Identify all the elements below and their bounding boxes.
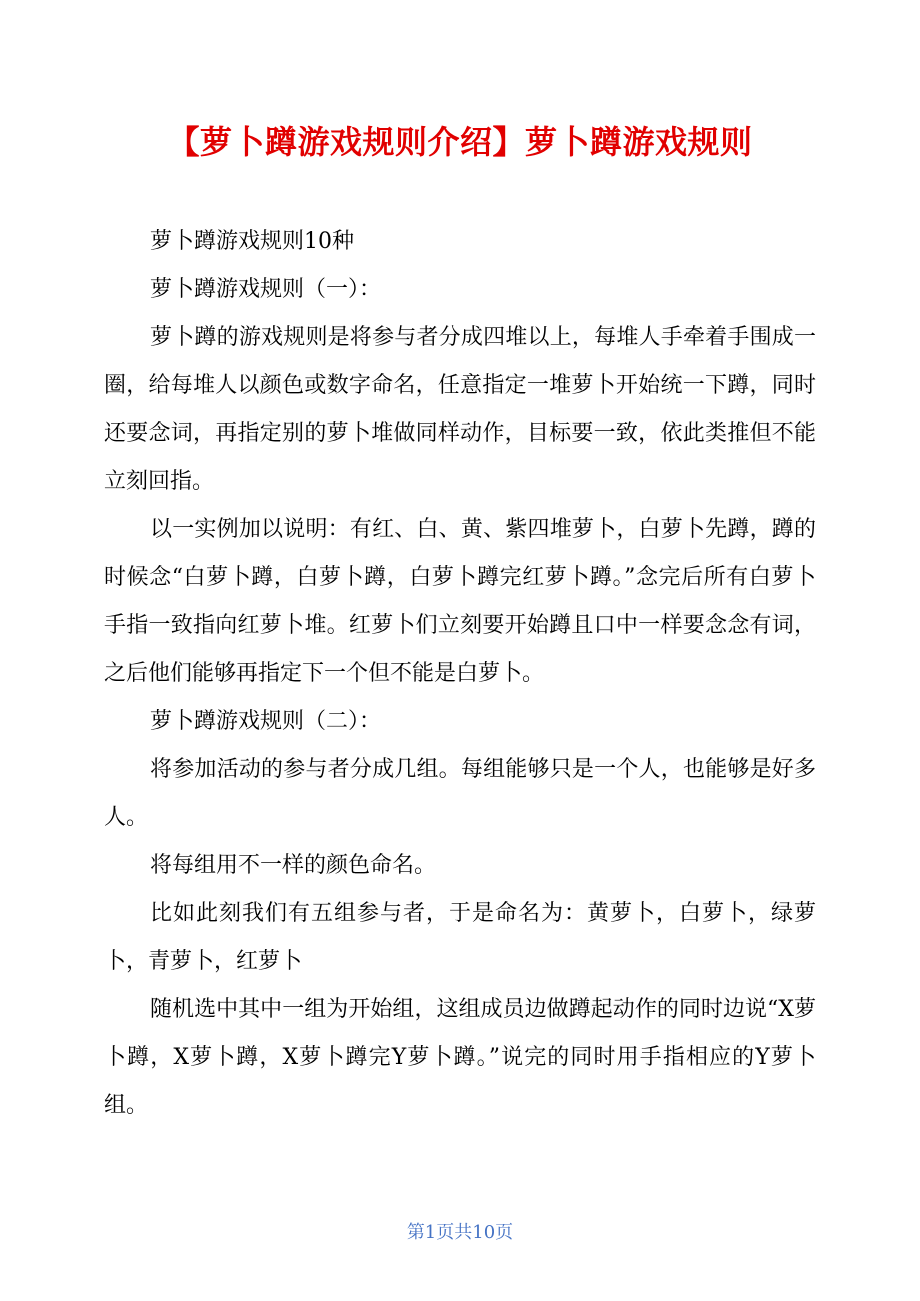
document-body	[104, 218, 816, 1130]
paragraph-rule-two-example: 比如此刻我们有五组参与者，于是命名为：黄萝卜，白萝卜，绿萝卜，青萝卜，红萝卜	[104, 901, 816, 974]
paragraph-rule-one-example: 以一实例加以说明：有红、白、黄、紫四堆萝卜，白萝卜先蹲，蹲的时候念“白萝卜蹲，白萝卜蹲，白萝卜蹲完红萝卜蹲。”念完后所有白萝卜手指一致指向红萝卜堆。红萝卜们立刻要开始蹲且口中一样要念念有词，之后他们能够再指定下一个但不能是白萝卜。	[104, 517, 816, 686]
paragraph-rule-one-description: 萝卜蹲的游戏规则是将参与者分成四堆以上，每堆人手牵着手围成一圈，给每堆人以颜色或数字命名，任意指定一堆萝卜开始统一下蹲，同时还要念词，再指定别的萝卜堆做同样动作，目标要一致，依此类推但不能立刻回指。	[104, 325, 816, 494]
section-heading-rule-one: 萝卜蹲游戏规则（一）：	[150, 277, 382, 302]
section-heading-rule-two: 萝卜蹲游戏规则（二）：	[150, 709, 382, 734]
paragraph-rule-two-naming: 将每组用不一样的颜色命名。	[150, 853, 437, 878]
paragraph-rule-two-grouping: 将参加活动的参与者分成几组。每组能够只是一个人，也能够是好多人。	[104, 757, 816, 830]
paragraph-rule-two-play: 随机选中其中一组为开始组，这组成员边做蹲起动作的同时边说“X萝卜蹲，X萝卜蹲，X萝卜蹲完Y萝卜蹲。”说完的同时用手指相应的Y萝卜组。	[104, 997, 816, 1118]
paragraph-rules-count: 萝卜蹲游戏规则10种	[150, 229, 354, 254]
page-number-footer: 第1页共10页	[406, 1222, 514, 1243]
document-title: 【萝卜蹲游戏规则介绍】萝卜蹲游戏规则	[167, 123, 753, 161]
